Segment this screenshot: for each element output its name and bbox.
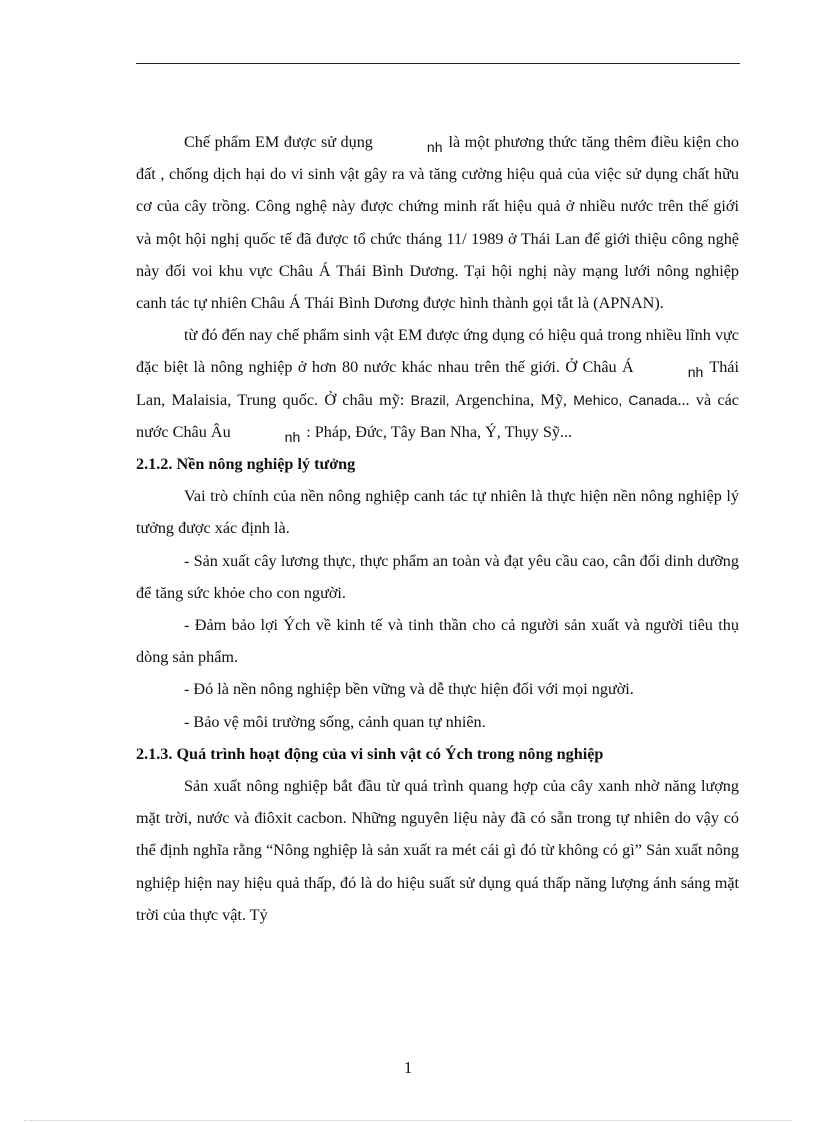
paragraph-ideal-agriculture: Vai trò chính của nền nông nghiệp canh tác tự nhiên là thực hiện nền nông nghiệp lý tưởng được xác định là. — [136, 487, 739, 538]
bullet-economic-benefit: - Đảm bảo lợi Ých về kinh tế và tinh thần cho cả người sản xuất và người tiêu thụ dòng sản phẩm. — [136, 616, 739, 667]
text-run: Chế phẩm EM được sử dụng — [184, 133, 373, 151]
bullet-sustainable: - Đó là nền nông nghiệp bền vững và dễ thực hiện đối với mọi người. — [184, 680, 634, 699]
page-number: 1 — [403, 1058, 413, 1077]
text-run: : Pháp, Đức, Tây Ban Nha, Ý, Thụy Sỹ... — [306, 422, 573, 441]
paragraph-em-spread — [136, 319, 739, 448]
paragraph-photosynthesis: Sản xuất nông nghiệp bắt đầu từ quá trình quang hợp của cây xanh nhờ năng lượng mặt trời, nước và điôxit cacbon. Những nguyên liệu này đã có sẵn trong tự nhiên do vậy có thể định nghĩa rằng “Nông nghiệp là sản xuất ra mét cái gì đó từ không có gì” Sản xuất nông nghiệp hiện nay hiệu quả thấp, đó là do hiệu suất sử dụng quá thấp năng lượng ánh sáng mặt trời của thực vật. Tỷ — [136, 777, 739, 924]
bullet-food-production: - Sản xuất cây lương thực, thực phẩm an toàn và đạt yêu cầu cao, cân đối dinh dưỡng để tăng sức khỏe cho con người. — [136, 551, 739, 602]
page-bottom-edge — [24, 1120, 792, 1121]
paragraph-em-intro — [136, 126, 739, 319]
text-run: từ đó đến nay chế phẩm sinh vật EM được ứng dụng có hiệu quả trong nhiều lĩnh vực đặc biệt là nông nghiệp ở hơn 80 nước khác nhau trên thế giới. Ở Châu Á — [136, 326, 739, 377]
bullet-environment: - Bảo vệ môi trường sống, cảnh quan tự nhiên. — [184, 712, 486, 731]
text-run: ... và các nước Châu Âu — [136, 390, 739, 441]
header-rule — [136, 63, 740, 64]
section-heading-2-1-3: 2.1.3. Quá trình hoạt động của vi sinh vật có Ých trong nông nghiệp — [136, 744, 604, 763]
page-body — [136, 126, 739, 931]
text-run: Thái Lan, Malaisia, Trung quốc. Ở châu mỹ: — [136, 358, 739, 409]
text-run-nh: nh — [426, 139, 443, 155]
text-run: là một phương thức tăng thêm điều kiện cho đất , chống dịch hại do vi sinh vật gây ra và tăng cường hiệu quả của việc sử dụng chất hữu cơ của cây trồng. Công nghệ này được chứng minh rất hiệu quả ở nhiều nước trên thế giới và một hội nghị quốc tế đã được tổ chức tháng 11/ 1989 ở Thái Lan để giới thiệu công nghệ này đối voi khu vực Châu Á Thái Bình Dương. Tại hội nghị này mạng lưới nông nghiệp canh tác tự nhiên Châu Á Thái Bình Dương được hình thành gọi tắt là (APNAN). — [136, 133, 739, 313]
text-run-nh: nh — [284, 428, 301, 445]
text-run-brazil: Brazil, — [410, 391, 450, 408]
text-run-mehico: Mehico, Canada — [573, 391, 678, 408]
text-run: Argenchina, Mỹ, — [454, 390, 567, 409]
section-heading-2-1-2: 2.1.2. Nền nông nghiệp lý tưởng — [136, 455, 356, 474]
text-run-nh: nh — [687, 364, 704, 381]
